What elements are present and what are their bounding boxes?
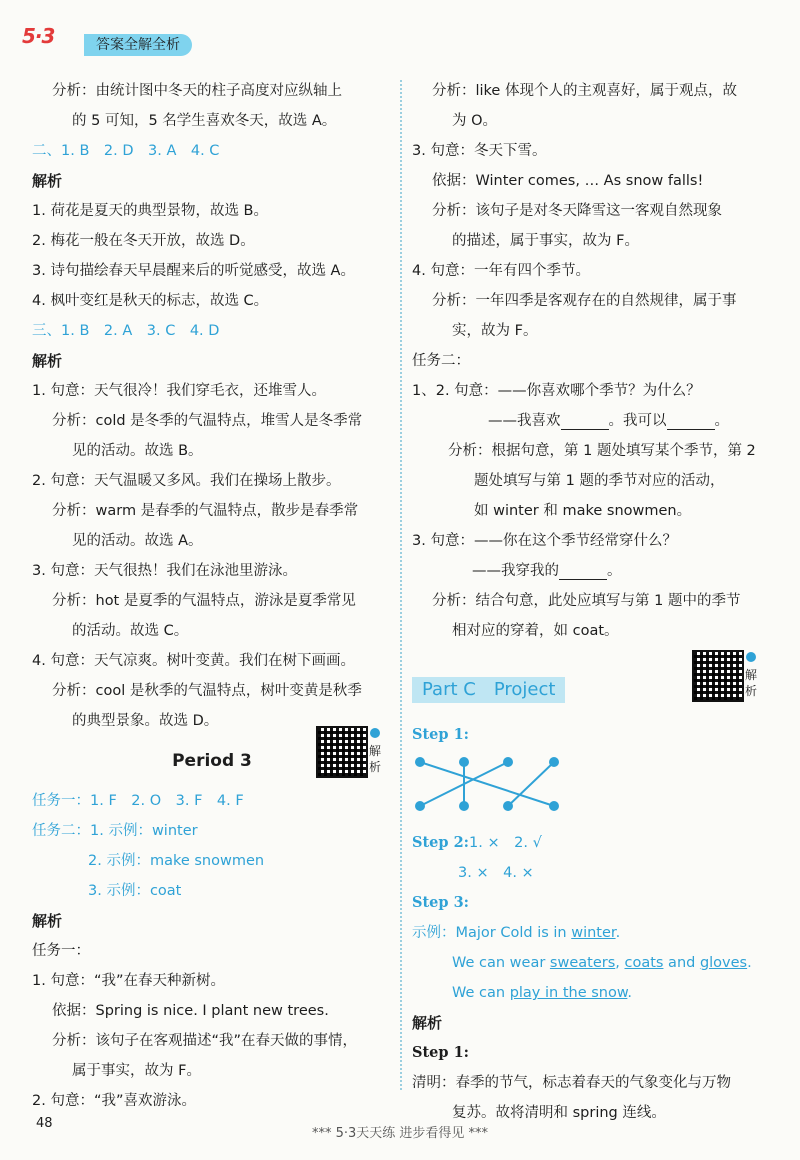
text-fragment: . bbox=[627, 985, 632, 1001]
text-fragment: 。我可以 bbox=[608, 413, 667, 429]
text-line: 分析：根据句意，第 1 题处填写某个季节，第 2 bbox=[448, 443, 756, 459]
text-line: 依据：Spring is nice. I plant new trees. bbox=[52, 1003, 329, 1019]
text-line: 2. 句意：“我”喜欢游泳。 bbox=[32, 1093, 196, 1109]
text-line: 的描述，属于事实，故为 F。 bbox=[452, 233, 639, 249]
text-line: 题处填写与第 1 题的季节对应的活动， bbox=[474, 473, 725, 489]
text-line: 分析：该句子在客观描述“我”在春天做的事情， bbox=[52, 1033, 358, 1049]
text-fragment: . bbox=[615, 925, 621, 941]
text-line: 复苏。故将清明和 spring 连线。 bbox=[452, 1105, 666, 1121]
right-column bbox=[412, 76, 772, 1128]
answer-line: 任务一：1. F 2. O 3. F 4. F bbox=[32, 793, 244, 809]
text-line: 见的活动。故选 A。 bbox=[72, 533, 203, 549]
text-line: 分析：该句子是对冬天降雪这一客观自然现象 bbox=[432, 203, 722, 219]
text-fragment: We can wear bbox=[452, 955, 550, 971]
qr-label: 解 bbox=[745, 668, 758, 682]
text-fragment: ——我喜欢 bbox=[488, 413, 561, 429]
text-line: 分析：cold 是冬季的气温特点，堆雪人是冬季常 bbox=[52, 413, 363, 429]
match-dot bbox=[503, 801, 513, 811]
match-dot bbox=[549, 757, 559, 767]
text-line: 的活动。故选 C。 bbox=[72, 623, 189, 639]
text-fragment: . bbox=[747, 955, 752, 971]
underlined-word: play in the snow bbox=[509, 985, 628, 1001]
play-icon bbox=[746, 652, 756, 662]
text-line: 4. 句意：一年有四个季节。 bbox=[412, 263, 590, 279]
qr-code-icon bbox=[692, 650, 744, 702]
footer-text: *** 5·3天天练 进步看得见 *** bbox=[311, 1126, 489, 1141]
text-line: 4. 枫叶变红是秋天的标志，故选 C。 bbox=[32, 293, 269, 309]
part-c-heading: Part C Project bbox=[412, 677, 565, 703]
match-dot bbox=[415, 757, 425, 767]
text-line: 分析：结合句意，此处应填写与第 1 题中的季节 bbox=[432, 593, 741, 609]
matching-diagram bbox=[412, 750, 772, 828]
qr-code-icon bbox=[316, 726, 368, 778]
text-line: 分析：hot 是夏季的气温特点，游泳是夏季常见 bbox=[52, 593, 356, 609]
left-column bbox=[32, 76, 392, 1116]
answer-line: 三、1. B 2. A 3. C 4. D bbox=[32, 323, 220, 339]
text-line: 的典型景象。故选 D。 bbox=[72, 713, 219, 729]
text-line: 相对应的穿着，如 coat。 bbox=[452, 623, 619, 639]
text-line: 分析：warm 是春季的气温特点，散步是春季常 bbox=[52, 503, 359, 519]
text-fragment: 。 bbox=[607, 563, 622, 579]
period-title: Period 3 bbox=[172, 751, 252, 771]
text-line: 分析：cool 是秋季的气温特点，树叶变黄是秋季 bbox=[52, 683, 362, 699]
underlined-word: sweaters bbox=[549, 955, 616, 971]
text-line: 4. 句意：天气凉爽。树叶变黄。我们在树下画画。 bbox=[32, 653, 355, 669]
section-heading: 解析 bbox=[32, 352, 63, 370]
answer-line: 任务二：1. 示例：winter bbox=[32, 823, 198, 839]
section-heading: 解析 bbox=[32, 172, 63, 190]
qr-label: 析 bbox=[369, 760, 382, 774]
answer-line: 2. 示例：make snowmen bbox=[88, 853, 265, 869]
header bbox=[0, 0, 800, 70]
fill-blank bbox=[561, 413, 609, 430]
underlined-word: coats bbox=[624, 955, 664, 971]
text-line: 任务一： bbox=[32, 943, 90, 959]
step-label: Step 1: bbox=[412, 1044, 470, 1061]
text-line: 依据：Winter comes, … As snow falls! bbox=[432, 173, 704, 189]
text-fragment: , bbox=[615, 955, 625, 971]
text-line: 为 O。 bbox=[452, 113, 498, 129]
match-dot bbox=[503, 757, 513, 767]
text-line: 任务二： bbox=[412, 353, 470, 369]
text-line: 1. 句意：天气很冷！我们穿毛衣，还堆雪人。 bbox=[32, 383, 326, 399]
qr-code-period3[interactable] bbox=[316, 726, 368, 782]
text-fragment: and bbox=[663, 955, 700, 971]
text-line bbox=[412, 556, 772, 586]
text-line: 实，故为 F。 bbox=[452, 323, 538, 339]
text-line bbox=[412, 828, 772, 858]
text-line: 3. 句意：冬天下雪。 bbox=[412, 143, 547, 159]
text-line: 2. 梅花一般在冬天开放，故选 D。 bbox=[32, 233, 255, 249]
answer-fragment: 1. × 2. √ bbox=[469, 835, 542, 851]
qr-label: 析 bbox=[745, 684, 758, 698]
text-line: 清明：春季的节气，标志着春天的气象变化与万物 bbox=[412, 1075, 731, 1091]
text-fragment: 示例：Major Cold is in bbox=[412, 925, 572, 941]
underlined-word: gloves bbox=[699, 955, 748, 971]
text-line: 1. 荷花是夏天的典型景物，故选 B。 bbox=[32, 203, 268, 219]
logo: 5·3 bbox=[22, 24, 55, 48]
play-icon bbox=[370, 728, 380, 738]
step-label: Step 2: bbox=[412, 834, 470, 851]
header-banner: 答案全解全析 bbox=[84, 34, 192, 56]
text-fragment: 。 bbox=[714, 413, 729, 429]
text-line: 1、2. 句意：——你喜欢哪个季节？为什么？ bbox=[412, 383, 701, 399]
answer-line: 二、1. B 2. D 3. A 4. C bbox=[32, 143, 220, 159]
text-line: 分析：由统计图中冬天的柱子高度对应纵轴上 bbox=[52, 83, 342, 99]
section-heading: 解析 bbox=[32, 912, 63, 930]
page-number: 48 bbox=[36, 1116, 53, 1131]
example-line bbox=[412, 918, 772, 948]
text-line: 3. 句意：——你在这个季节经常穿什么？ bbox=[412, 533, 677, 549]
text-line: 2. 句意：天气温暖又多风。我们在操场上散步。 bbox=[32, 473, 341, 489]
fill-blank bbox=[559, 563, 607, 580]
text-line: 如 winter 和 make snowmen。 bbox=[474, 503, 692, 519]
example-line bbox=[412, 978, 772, 1008]
answer-line: 3. 示例：coat bbox=[88, 883, 182, 899]
text-fragment: We can bbox=[452, 985, 510, 1001]
text-line: 属于事实，故为 F。 bbox=[72, 1063, 201, 1079]
answer-line: 3. × 4. × bbox=[458, 865, 534, 881]
fill-blank bbox=[667, 413, 715, 430]
text-line: 的 5 可知，5 名学生喜欢冬天，故选 A。 bbox=[72, 113, 337, 129]
text-line: 3. 句意：天气很热！我们在泳池里游泳。 bbox=[32, 563, 297, 579]
text-fragment: ——我穿我的 bbox=[472, 563, 559, 579]
qr-code-part-c[interactable] bbox=[692, 650, 744, 706]
match-dot bbox=[459, 801, 469, 811]
matching-lines-svg bbox=[412, 750, 612, 828]
text-line: 分析：like 体现个人的主观喜好，属于观点，故 bbox=[432, 83, 737, 99]
text-line: 1. 句意：“我”在春天种新树。 bbox=[32, 973, 225, 989]
example-line bbox=[412, 948, 772, 978]
text-line bbox=[412, 406, 772, 436]
text-line: 分析：一年四季是客观存在的自然规律，属于事 bbox=[432, 293, 737, 309]
underlined-word: winter bbox=[571, 925, 616, 941]
column-divider bbox=[400, 80, 402, 1090]
text-line: 3. 诗句描绘春天早晨醒来后的听觉感受，故选 A。 bbox=[32, 263, 355, 279]
text-line: 见的活动。故选 B。 bbox=[72, 443, 203, 459]
match-dot bbox=[549, 801, 559, 811]
step-label: Step 3: bbox=[412, 894, 470, 911]
match-dot bbox=[415, 801, 425, 811]
section-heading: 解析 bbox=[412, 1014, 443, 1032]
qr-label: 解 bbox=[369, 744, 382, 758]
match-dot bbox=[459, 757, 469, 767]
step-label: Step 1: bbox=[412, 726, 470, 743]
